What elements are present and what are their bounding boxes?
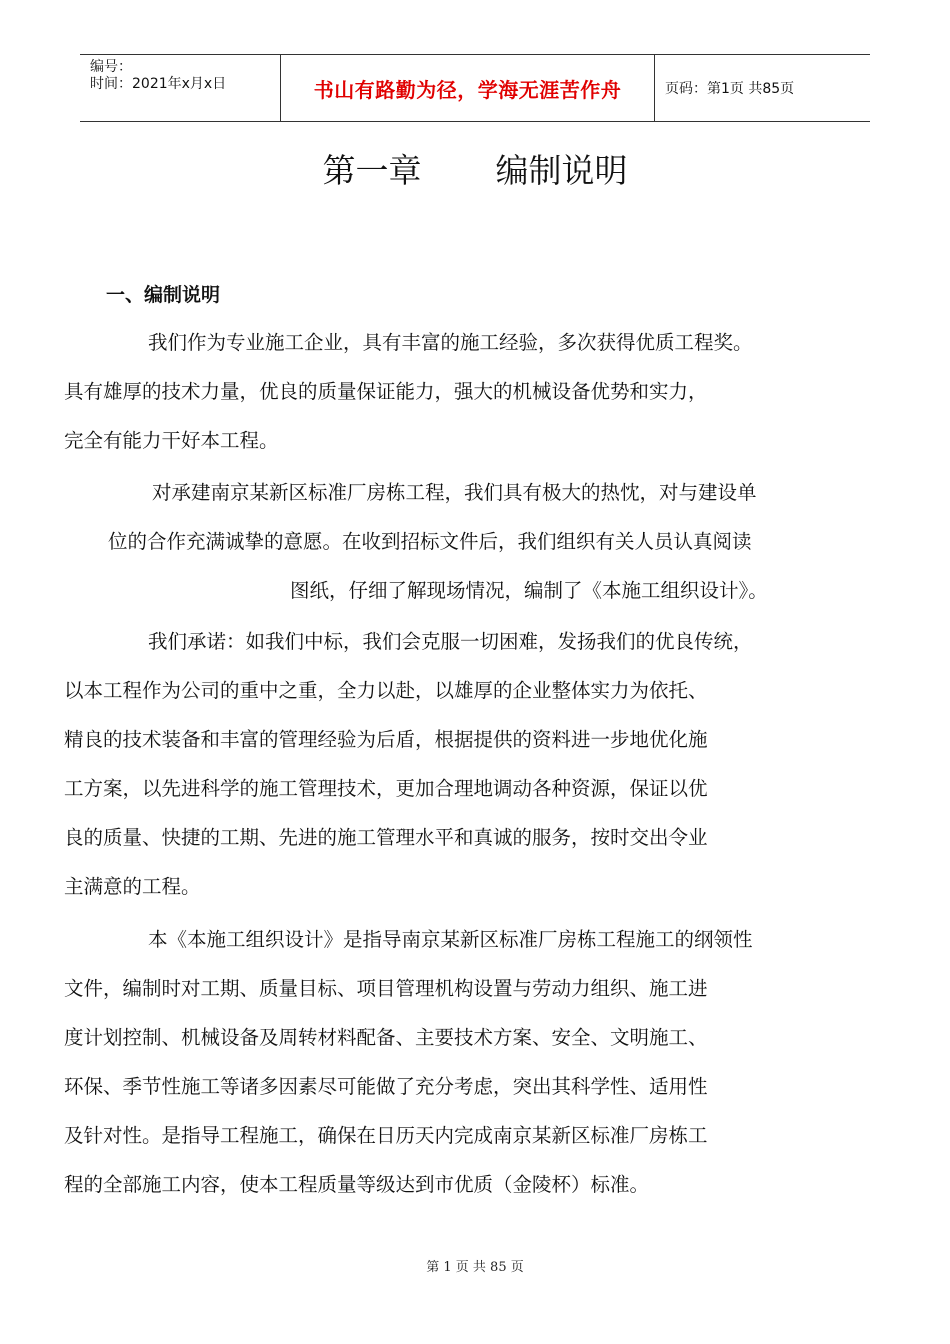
header-meta-cell: [80, 55, 281, 121]
paragraph-line: 图纸，仔细了解现场情况，编制了《本施工组织设计》。: [290, 579, 768, 602]
paragraph-line: 本《本施工组织设计》是指导南京某新区标准厂房栋工程施工的纲领性: [148, 928, 753, 951]
footer-page-number: 第 1 页 共 85 页: [426, 1260, 524, 1275]
header-motto-cell: [281, 55, 655, 121]
header-page-info: 页码：第1页 共85页: [665, 81, 795, 97]
paragraph-line: 程的全部施工内容，使本工程质量等级达到市优质（金陵杯）标准。: [64, 1173, 650, 1196]
paragraph-line: 良的质量、快捷的工期、先进的施工管理水平和真诚的服务，按时交出令业: [64, 826, 708, 849]
paragraph-line: 我们承诺：如我们中标，我们会克服一切困难，发扬我们的优良传统，: [148, 630, 753, 653]
paragraph-line: 工方案，以先进科学的施工管理技术，更加合理地调动各种资源，保证以优: [64, 777, 708, 800]
chapter-number: 第一章: [322, 151, 422, 190]
paragraph-line: 及针对性。是指导工程施工，确保在日历天内完成南京某新区标准厂房栋工: [64, 1124, 708, 1147]
paragraph-line: 位的合作充满诚挚的意愿。在收到招标文件后，我们组织有关人员认真阅读: [108, 530, 752, 553]
paragraph-2-line-2: [108, 517, 848, 566]
page-footer: [0, 1256, 950, 1275]
paragraph-line: 环保、季节性施工等诸多因素尽可能做了充分考虑，突出其科学性、适用性: [64, 1075, 708, 1098]
chapter-name: 编制说明: [495, 151, 628, 190]
header-page-cell: [655, 55, 870, 121]
paragraph-line: 主满意的工程。: [64, 875, 201, 898]
header-motto: 书山有路勤为径，学海无涯苦作舟: [313, 77, 622, 102]
paragraph-line: 以本工程作为公司的重中之重，全力以赴，以雄厚的企业整体实力为依托、: [64, 679, 708, 702]
paragraph-line: 具有雄厚的技术力量，优良的质量保证能力，强大的机械设备优势和实力，: [64, 380, 708, 403]
paragraph-2-line-1: [152, 468, 846, 517]
document-header: [80, 54, 870, 122]
paragraph-3: [64, 617, 844, 911]
paragraph-2-line-3: [290, 566, 850, 615]
paragraph-1: [64, 318, 844, 465]
document-number-label: 编号：: [90, 59, 132, 75]
paragraph-line: 文件，编制时对工期、质量目标、项目管理机构设置与劳动力组织、施工进: [64, 977, 708, 1000]
paragraph-line: 度计划控制、机械设备及周转材料配备、主要技术方案、安全、文明施工、: [64, 1026, 708, 1049]
paragraph-line: 对承建南京某新区标准厂房栋工程，我们具有极大的热忱，对与建设单: [152, 481, 757, 504]
paragraph-4: [64, 915, 844, 1209]
document-date: 时间：2021年x月x日: [90, 76, 227, 92]
paragraph-line: 我们作为专业施工企业，具有丰富的施工经验，多次获得优质工程奖。: [148, 331, 753, 354]
paragraph-line: 完全有能力干好本工程。: [64, 429, 279, 452]
section-heading: 一、编制说明: [106, 284, 221, 306]
chapter-title: [0, 146, 950, 196]
paragraph-line: 精良的技术装备和丰富的管理经验为后盾，根据提供的资料进一步地优化施: [64, 728, 708, 751]
